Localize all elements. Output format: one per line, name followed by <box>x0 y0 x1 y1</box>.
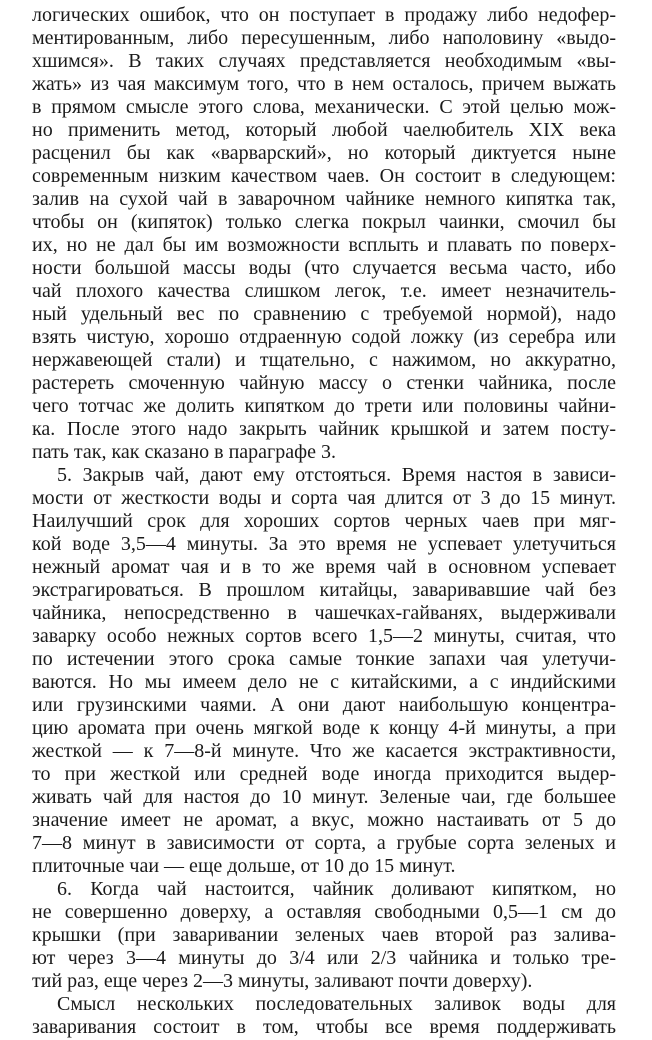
text-line: в прямом смысле этого слова, механически. С этой целью мож- <box>32 96 616 118</box>
text-line: расценил бы как «варварский», но который диктуется ныне <box>32 142 616 164</box>
text-line: заваривания состоит в том, чтобы все время поддерживать <box>32 1016 616 1038</box>
text-line: живать чай для настоя до 10 минут. Зеленые чаи, где большее <box>32 786 616 808</box>
text-line: ности большой массы воды (что случается весьма часто, ибо <box>32 257 616 279</box>
text-line: жесткой — к 7—8-й минуте. Что же касается экстрактивности, <box>32 740 616 762</box>
text-line: ка. После этого надо закрыть чайник крышкой и затем посту- <box>32 418 616 440</box>
text-line: взять чистую, хорошо отдраенную содой ложку (из серебра или <box>32 326 616 348</box>
paragraph-end-line: плиточные чаи — еще дольше, от 10 до 15 минут. <box>32 855 456 877</box>
text-line: то при жесткой или средней воде иногда приходится выдер- <box>32 763 616 785</box>
text-line: чай плохого качества слишком легок, т.е. имеет незначитель- <box>32 280 616 302</box>
text-line: не совершенно доверху, а оставляя свободными 0,5—1 см до <box>32 901 616 923</box>
text-line: ют через 3—4 минуты до 3/4 или 2/3 чайника и только тре- <box>32 947 616 969</box>
text-line: чего тотчас же долить кипятком до трети или половины чайни- <box>32 395 616 417</box>
text-line: но применить метод, который любой чаелюбитель XIX века <box>32 119 616 141</box>
text-line: залив на сухой чай в заварочном чайнике немного кипятка так, <box>32 188 616 210</box>
text-line: или грузинскими чаями. А они дают наибольшую концентра- <box>32 694 616 716</box>
paragraph-end-line: пать так, как сказано в параграфе 3. <box>32 441 336 463</box>
paragraph-end-line: тий раз, еще через 2—3 минуты, заливают почти доверху). <box>32 970 533 992</box>
text-line: чтобы он (кипяток) только слегка покрыл чаинки, смочил бы <box>32 211 616 233</box>
text-line: ный удельный вес по сравнению с требуемой нормой), надо <box>32 303 616 325</box>
text-line: крышки (при заваривании зеленых чаев второй раз залива- <box>32 924 616 946</box>
text-line: логических ошибок, что он поступает в продажу либо недофер- <box>32 4 616 26</box>
text-line: ваются. Но мы имеем дело не с китайскими, а с индийскими <box>32 671 616 693</box>
text-line: 7—8 минут в зависимости от сорта, а грубые сорта зеленых и <box>32 832 616 854</box>
text-line: чайника, непосредственно в чашечках-гайванях, выдерживали <box>32 602 616 624</box>
text-line: жать» из чая максимум того, что в нем осталось, причем выжать <box>32 73 616 95</box>
text-line: кой воде 3,5—4 минуты. За это время не успевает улетучиться <box>32 533 616 555</box>
text-line: современным низким качеством чаев. Он состоит в следующем: <box>32 165 616 187</box>
text-line: мости от жесткости воды и сорта чая длится от 3 до 15 минут. <box>32 487 616 509</box>
text-line: цию аромата при очень мягкой воде к концу 4-й минуты, а при <box>32 717 616 739</box>
text-line: экстрагироваться. В прошлом китайцы, заваривавшие чай без <box>32 579 616 601</box>
text-line: нержавеющей стали) и тщательно, с нажимом, но аккуратно, <box>32 349 616 371</box>
text-line: по истечении этого срока самые тонкие запахи чая улетучи- <box>32 648 616 670</box>
text-line: заварку особо нежных сортов всего 1,5—2 минуты, считая, что <box>32 625 616 647</box>
text-line: их, но не дал бы им возможности всплыть и плавать по поверх- <box>32 234 616 256</box>
paragraph-start-line: 6. Когда чай настоится, чайник доливают кипятком, но <box>57 878 616 900</box>
paragraph-start-line: Смысл нескольких последовательных заливок воды для <box>57 993 616 1015</box>
text-line: нежный аромат чая и в то же время чай в основном успевает <box>32 556 616 578</box>
text-line: растереть смоченную чайную массу о стенки чайника, после <box>32 372 616 394</box>
document-page <box>32 0 616 1038</box>
text-line: хшимся». В таких случаях представляется необходимым «вы- <box>32 50 616 72</box>
text-line: значение имеет не аромат, а вкус, можно настаивать от 5 до <box>32 809 616 831</box>
text-line: Наилучший срок для хороших сортов черных чаев при мяг- <box>32 510 616 532</box>
paragraph-start-line: 5. Закрыв чай, дают ему отстояться. Время настоя в зависи- <box>57 464 616 486</box>
text-line: ментированным, либо пересушенным, либо наполовину «выдо- <box>32 27 616 49</box>
